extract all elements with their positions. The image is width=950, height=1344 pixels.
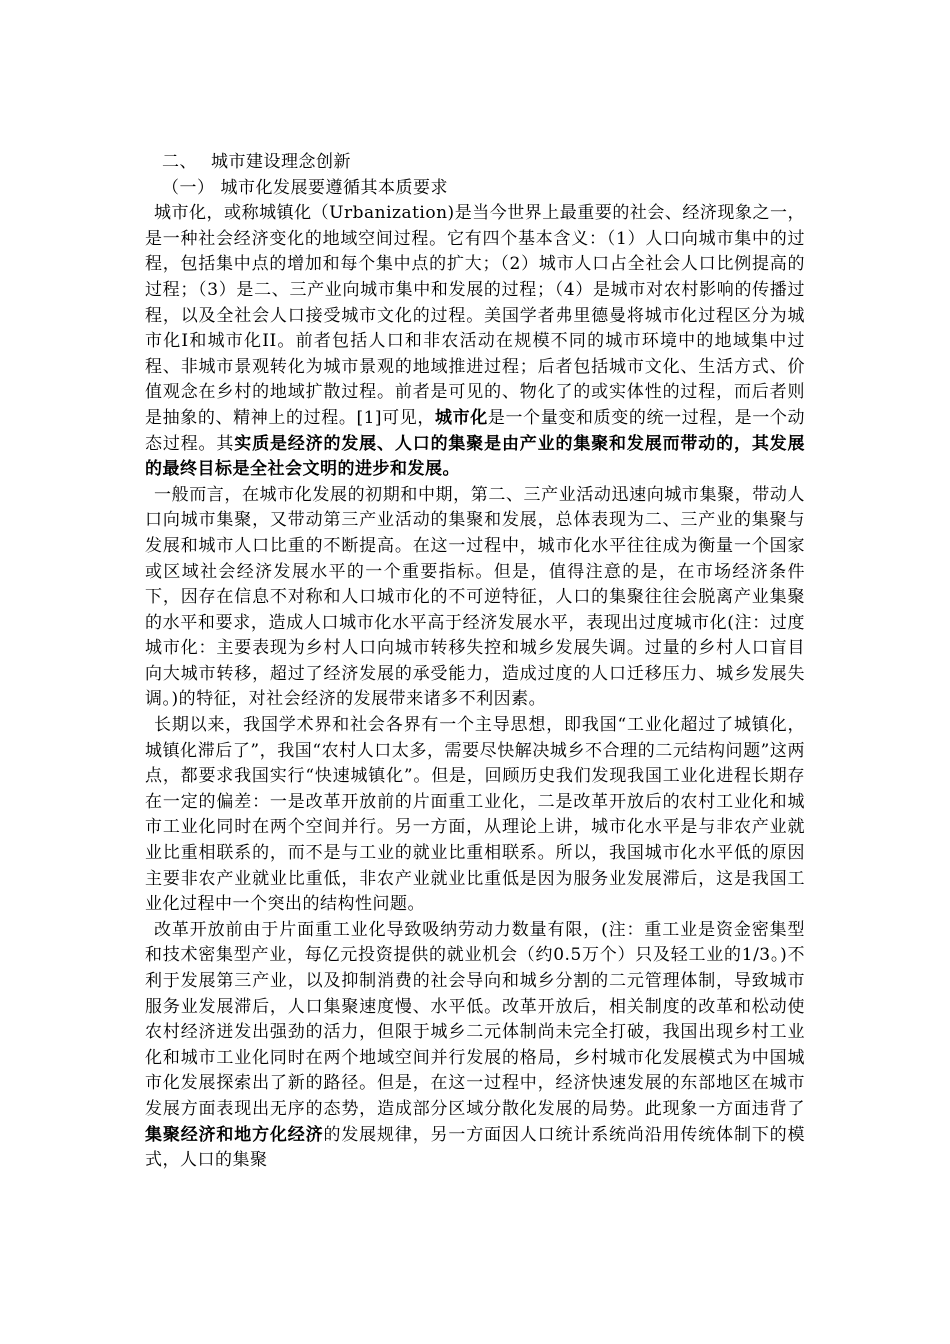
subsection-number: （一）: [162, 177, 215, 198]
subsection-title: 城市化发展要遵循其本质要求: [220, 177, 448, 198]
section-heading: [145, 150, 805, 176]
section-number: 二、: [162, 152, 197, 172]
paragraph-4-tail: 的发展规律，另一方面因人口统计系统尚沿用传统体制下的模式，人口的集聚: [145, 1124, 806, 1171]
paragraph-1-mid: 是一个量变和质变的统一过程，是一个动态过程。其: [145, 407, 806, 454]
paragraph-2: 一般而言，在城市化发展的初期和中期，第二、三产业活动迅速向城市集聚，带动人口向城市集聚，又带动第三产业活动的集聚和发展，总体表现为二、三产业的集聚与发展和城市人口比重的不断提高。在这一过程中，城市化水平往往成为衡量一个国家或区域社会经济发展水平的一个重要指标。但是，值得注意的是，在市场经济条件下，因存在信息不对称和人口城市化的不可逆特征，人口的集聚往往会脱离产业集聚的水平和要求，造成人口城市化水平高于经济发展水平，表现出过度城市化(注：过度城市化：主要表现为乡村人口向城市转移失控和城乡发展失调。过量的乡村人口盲目向大城市转移，超过了经济发展的承受能力，造成过度的人口迁移压力、城乡发展失调。)的特征，对社会经济的发展带来诸多不利因素。: [145, 484, 805, 710]
paragraph-3: 长期以来，我国学术界和社会各界有一个主导思想，即我国“工业化超过了城镇化，城镇化滞后了”，我国“农村人口太多，需要尽快解决城乡不合理的二元结构问题”这两点，都要求我国实行“快速城镇化”。但是，回顾历史我们发现我国工业化进程长期存在一定的偏差：一是改革开放前的片面重工业化，二是改革开放后的农村工业化和城市工业化同时在两个空间并行。另一方面，从理论上讲，城市化水平是与非农产业就业比重相联系的，而不是与工业的就业比重相联系。所以，我国城市化水平低的原因主要非农产业就业比重低，非农产业就业比重低是因为服务业发展滞后，这是我国工业化过程中一个突出的结构性问题。: [145, 715, 805, 915]
document-body: [145, 150, 805, 1174]
paragraph-4-bold-term: 集聚经济和地方化经济: [145, 1124, 324, 1145]
paragraph-1-text: 城市化，或称城镇化（Urbanization)是当今世界上最重要的社会、经济现象之一，是一种社会经济变化的地域空间过程。它有四个基本含义：（1）人口向城市集中的过程，包括集中点的增加和每个集中点的扩大；（2）城市人口占全社会人口比例提高的过程；（3）是二、三产业向城市集中和发展的过程；（4）是城市对农村影响的传播过程，以及全社会人口接受城市文化的过程。美国学者弗里德曼将城市化过程区分为城市化Ⅰ和城市化II。前者包括人口和非农活动在规模不同的城市环境中的地域集中过程、非城市景观转化为城市景观的地域推进过程；后者包括城市文化、生活方式、价值观念在乡村的地域扩散过程。前者是可见的、物化了的或实体性的过程，而后者则是抽象的、精神上的过程。[1]可见，: [145, 203, 805, 428]
section-title: 城市建设理念创新: [211, 152, 351, 172]
paragraph-1: [145, 201, 805, 483]
subsection-heading: [145, 176, 805, 202]
paragraph-4: [145, 918, 805, 1174]
paragraph-4-text: 改革开放前由于片面重工业化导致吸纳劳动力数量有限，(注：重工业是资金密集型和技术密集型产业，每亿元投资提供的就业机会（约0.5万个）只及轻工业的1/3。)不利于发展第三产业，以及抑制消费的社会导向和城乡分割的二元管理体制，导致城市服务业发展滞后，人口集聚速度慢、水平低。改革开放后，相关制度的改革和松动使农村经济迸发出强劲的活力，但限于城乡二元体制尚未完全打破，我国出现乡村工业化和城市工业化同时在两个地域空间并行发展的格局，乡村城市化发展模式为中国城市化发展探索出了新的路径。但是，在这一过程中，经济快速发展的东部地区在城市发展方面表现出无序的态势，造成部分区域分散化发展的局势。此现象一方面违背了: [145, 919, 805, 1119]
paragraph-1-bold-conclusion: 实质是经济的发展、人口的集聚是由产业的集聚和发展而带动的，其发展的最终目标是全社会文明的进步和发展。: [145, 433, 806, 480]
paragraph-1-bold-term: 城市化: [435, 407, 488, 428]
